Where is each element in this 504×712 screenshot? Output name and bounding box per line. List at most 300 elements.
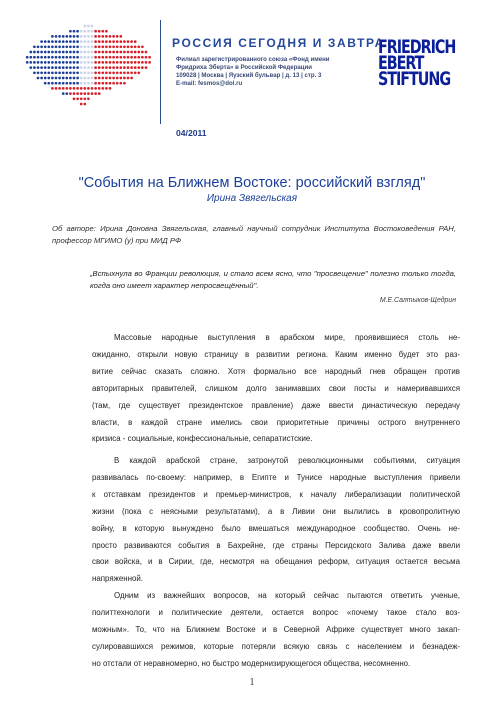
map-dot [73,35,76,38]
map-dot [55,35,58,38]
map-dot [87,66,90,69]
map-dot [83,56,86,59]
map-dot [65,82,68,85]
map-dot [112,82,115,85]
map-dot [127,71,130,74]
map-dot [141,66,144,69]
map-dot [116,66,119,69]
map-dot [123,45,126,48]
brand-info-line: 109028 | Москва | Яузский бульвар | д. 13 | стр. 3 [176,72,322,80]
map-dot [55,40,58,43]
map-dot [76,61,79,64]
paragraph-line: власти, в каждой стране имелись свои приоритетные причины острого внутреннего [92,417,460,427]
map-dot [73,56,76,59]
map-dot [40,66,43,69]
fes-logo-line: FRIEDRICH [378,37,456,58]
map-dot [69,51,72,54]
map-dot [83,71,86,74]
map-dot [105,35,108,38]
brand-info-line: Фридриха Эберта» в Российской Федерации [176,64,313,72]
map-dot [127,77,130,80]
map-dot [98,56,101,59]
paragraph-line: (там, где существует президентское правление) даже ввести династическую передачу [92,400,460,410]
map-dot [76,82,79,85]
map-dot [119,61,122,64]
map-dot [127,45,130,48]
map-dot [47,51,50,54]
map-dot [101,87,104,90]
map-dot [98,87,101,90]
map-dot [112,66,115,69]
map-dot [55,56,58,59]
map-dot [123,61,126,64]
map-dot [98,92,101,95]
map-dot [109,77,112,80]
map-dot [109,82,112,85]
map-dot [87,40,90,43]
map-dot [130,71,133,74]
paragraph-line: В каждой арабской стране, затронутой революционными событиями, ситуация [114,456,460,465]
paragraph-line: Одним из важнейших вопросов, на который сейчас пытаются ответить ученые, [114,591,460,600]
map-dot [62,61,65,64]
map-dot [127,66,130,69]
paragraph-line: политтехнологи и политические деятели, остается вопрос «почему такое стало воз- [92,607,460,617]
paragraph-line: можным». То, что на Ближнем Востоке и в Северной Африке существует много закап- [92,624,460,634]
map-dot [119,66,122,69]
map-dot [44,66,47,69]
map-dot [51,87,54,90]
map-dot [141,51,144,54]
map-dot [58,66,61,69]
map-dot [37,71,40,74]
map-dot [91,71,94,74]
page-number: 1 [249,677,255,688]
map-dot [137,61,140,64]
map-dot [127,61,130,64]
map-dot [94,77,97,80]
map-dot [116,61,119,64]
map-dot [112,77,115,80]
map-dot [44,40,47,43]
map-dot [76,66,79,69]
map-dot [73,82,76,85]
map-dot [47,61,50,64]
map-dot [137,56,140,59]
body-paragraph [92,453,460,588]
map-dot [123,40,126,43]
map-dot [80,56,83,59]
map-dot [47,71,50,74]
map-dot [112,51,115,54]
map-dot [98,30,101,33]
brand-info-line: Филиал зарегистрированного союза «Фонд имени [176,56,330,63]
map-dot [29,51,32,54]
map-dot [80,103,83,106]
map-dot [51,82,54,85]
map-dot [47,82,50,85]
paragraph-line: ожиданно, открыли новую страницу в развитии региона. Каким именно будет это раз- [92,349,460,359]
map-dot [62,77,65,80]
paragraph-line: жизни (пока с неясными результатами), а в Ливии они вылились в кровопролитную [92,506,460,516]
map-dot [51,56,54,59]
map-dot [83,51,86,54]
map-dot [94,45,97,48]
map-dot [80,97,83,100]
map-dot [105,87,108,90]
map-dot [29,66,32,69]
map-dot [130,56,133,59]
map-dot [116,71,119,74]
map-dot [98,40,101,43]
map-dot [123,56,126,59]
map-dot [47,66,50,69]
map-dot [80,45,83,48]
map-dot [145,51,148,54]
map-dot [58,56,61,59]
map-dot [87,35,90,38]
map-dot [40,45,43,48]
map-dot [73,45,76,48]
map-dot [83,45,86,48]
map-dot [101,71,104,74]
map-dot [109,61,112,64]
map-dot [33,71,36,74]
map-dot [87,25,90,28]
map-dot [116,77,119,80]
map-dot [101,56,104,59]
map-dot [51,45,54,48]
map-dot [105,51,108,54]
paragraph-line: к отставкам президентов и премьер-министров, к началу либерализации политической [92,489,460,499]
map-dot [47,77,50,80]
map-dot [119,40,122,43]
map-dot [73,77,76,80]
map-dot [101,45,104,48]
map-dot [58,35,61,38]
paragraph-line: просто развиваются события в Бахрейне, где страны Персидского Залива даже ввели [92,540,460,550]
epigraph: „Вспыхнула во Франции революция, и стало всем ясно, что "просвещение" полезно только тогда, когда оно имеет характер непросвещённый". [90,269,456,290]
map-dot [130,51,133,54]
map-dot [55,87,58,90]
map-dot [65,66,68,69]
map-dot [69,30,72,33]
map-dot [98,35,101,38]
map-dot [62,92,65,95]
map-dot [87,45,90,48]
map-dot [105,30,108,33]
issue-number: 04/2011 [176,128,207,138]
map-dot [76,56,79,59]
paragraph-line: но отстали от неравномерно, но быстро модернизирующегося общества, несомненно. [92,658,411,668]
map-dot [137,45,140,48]
map-dot [65,45,68,48]
map-dot [83,25,86,28]
map-dot [91,25,94,28]
paragraph-line: витие сейчас сказать сложно. Хотя формально все народный гнев обращен против [92,366,460,376]
map-dot [134,45,137,48]
map-dot [101,40,104,43]
map-dot [44,71,47,74]
map-dot [80,82,83,85]
map-dot [98,66,101,69]
map-dot [37,51,40,54]
map-dot [73,97,76,100]
map-dot [65,56,68,59]
map-dot [47,56,50,59]
map-dot [119,35,122,38]
map-dot [87,71,90,74]
map-dot [91,87,94,90]
map-dot [55,61,58,64]
map-dot [94,82,97,85]
document-author: Ирина Звягельская [206,193,298,204]
map-dot [33,61,36,64]
map-dot [80,66,83,69]
map-dot [44,77,47,80]
map-dot [76,77,79,80]
map-dot [55,66,58,69]
paragraph-line: кризиса - социальные, конфессиональные, сепаратистские. [92,434,313,444]
map-dot [91,35,94,38]
map-dot [91,56,94,59]
map-dot [37,66,40,69]
map-dot [58,40,61,43]
map-dot [51,77,54,80]
map-dot [33,56,36,59]
map-dot [80,61,83,64]
map-dot [98,61,101,64]
map-dot [91,77,94,80]
map-dot [87,30,90,33]
map-dot [119,77,122,80]
map-dot [148,61,151,64]
map-dot [105,66,108,69]
map-dot [127,51,130,54]
map-dot [65,61,68,64]
map-dot [76,87,79,90]
map-dot [73,87,76,90]
map-dot [94,40,97,43]
fes-logo [378,37,490,90]
map-dot [47,40,50,43]
map-dot [26,56,29,59]
paragraph-line: свои войска, и в Сирии, где, несмотря на обещания реформ, ситуация остается весьма [92,557,460,567]
map-dot [148,56,151,59]
map-dot [51,71,54,74]
map-dot [91,82,94,85]
map-dot [127,56,130,59]
map-dot [134,71,137,74]
map-dot [69,92,72,95]
map-dot [55,51,58,54]
map-dot [112,35,115,38]
map-dot [69,61,72,64]
map-dot [141,45,144,48]
map-dot [119,82,122,85]
map-dot [47,45,50,48]
map-dot [112,56,115,59]
map-dot [69,87,72,90]
map-dot [127,40,130,43]
map-dot [44,51,47,54]
paragraph-line: сулировавшихся режимов, которые потеряли всякую связь с населением и безнадеж- [92,641,460,651]
map-dot [26,61,29,64]
map-dot [91,92,94,95]
map-dot [112,61,115,64]
map-dot [65,87,68,90]
brand-info [176,56,330,88]
map-dot [58,71,61,74]
map-dot [94,92,97,95]
map-dot [65,51,68,54]
map-dot [80,51,83,54]
map-dot [123,77,126,80]
map-dot [145,61,148,64]
map-dot [130,45,133,48]
map-dot [80,35,83,38]
map-dot [87,87,90,90]
map-dot [51,35,54,38]
map-dot [101,35,104,38]
map-dot [55,77,58,80]
map-dot [134,40,137,43]
map-dot [83,66,86,69]
map-dot [69,77,72,80]
map-dot [73,40,76,43]
map-dot [91,40,94,43]
map-dot [76,40,79,43]
body-paragraph [92,330,460,448]
map-dot [37,45,40,48]
map-dot [105,71,108,74]
map-dot [94,56,97,59]
russia-map-logo [14,20,154,112]
map-dot [76,71,79,74]
map-dot [87,92,90,95]
map-dot [87,97,90,100]
header-divider [160,20,161,124]
map-dot [112,45,115,48]
map-dot [130,77,133,80]
map-dot [134,66,137,69]
map-dot [83,92,86,95]
map-dot [58,51,61,54]
map-dot [62,45,65,48]
map-dot [62,40,65,43]
map-dot [98,77,101,80]
map-dot [44,56,47,59]
map-dot [91,66,94,69]
map-dot [87,61,90,64]
map-dot [29,56,32,59]
map-dot [116,35,119,38]
map-dot [112,40,115,43]
map-dot [137,71,140,74]
map-dot [112,71,115,74]
map-dot [105,82,108,85]
map-dot [58,87,61,90]
map-dot [130,61,133,64]
map-dot [98,82,101,85]
map-dot [141,61,144,64]
map-dot [134,56,137,59]
map-dot [40,56,43,59]
map-dot [105,61,108,64]
map-dot [101,66,104,69]
map-dot [76,35,79,38]
map-dot [91,61,94,64]
map-dot [109,45,112,48]
map-dot [83,40,86,43]
map-dot [73,51,76,54]
map-dot [69,82,72,85]
map-dot [83,87,86,90]
map-dot [44,61,47,64]
map-dot [40,71,43,74]
map-dot [105,40,108,43]
map-dot [69,66,72,69]
map-dot [62,87,65,90]
map-dot [58,45,61,48]
map-dot [141,56,144,59]
map-dot [130,40,133,43]
map-dot [87,82,90,85]
map-dot [91,45,94,48]
map-dot [69,35,72,38]
fes-logo-line: EBERT [378,53,424,74]
map-dot [83,61,86,64]
map-dot [123,71,126,74]
epigraph-author: М.Е.Салтыков-Щедрин [379,297,456,304]
map-dot [145,66,148,69]
map-dot [83,82,86,85]
map-dot [130,66,133,69]
map-dot [91,30,94,33]
map-dot [87,51,90,54]
map-dot [145,56,148,59]
map-dot [94,66,97,69]
map-dot [116,51,119,54]
map-dot [40,77,43,80]
map-dot [101,82,104,85]
about-author: Об авторе: Ирина Доновна Звягельская, главный научный сотрудник Института Востоковедения РАН, профессор МГИМО (у) при МИД РФ [52,224,456,245]
map-dot [137,51,140,54]
map-dot [123,82,126,85]
map-dot [101,61,104,64]
map-dot [73,71,76,74]
map-dot [62,51,65,54]
map-dot [40,51,43,54]
map-dot [137,66,140,69]
map-dot [76,92,79,95]
map-dot [44,82,47,85]
map-dot [69,40,72,43]
document-title: "События на Ближнем Востоке: российский взгляд" [78,175,426,191]
map-dot [98,71,101,74]
map-dot [62,56,65,59]
map-dot [83,30,86,33]
map-dot [51,66,54,69]
map-dot [40,40,43,43]
map-dot [73,92,76,95]
map-dot [105,77,108,80]
map-dot [55,82,58,85]
body-paragraph [92,588,460,673]
map-dot [123,51,126,54]
map-dot [69,56,72,59]
map-dot [65,92,68,95]
map-dot [109,51,112,54]
